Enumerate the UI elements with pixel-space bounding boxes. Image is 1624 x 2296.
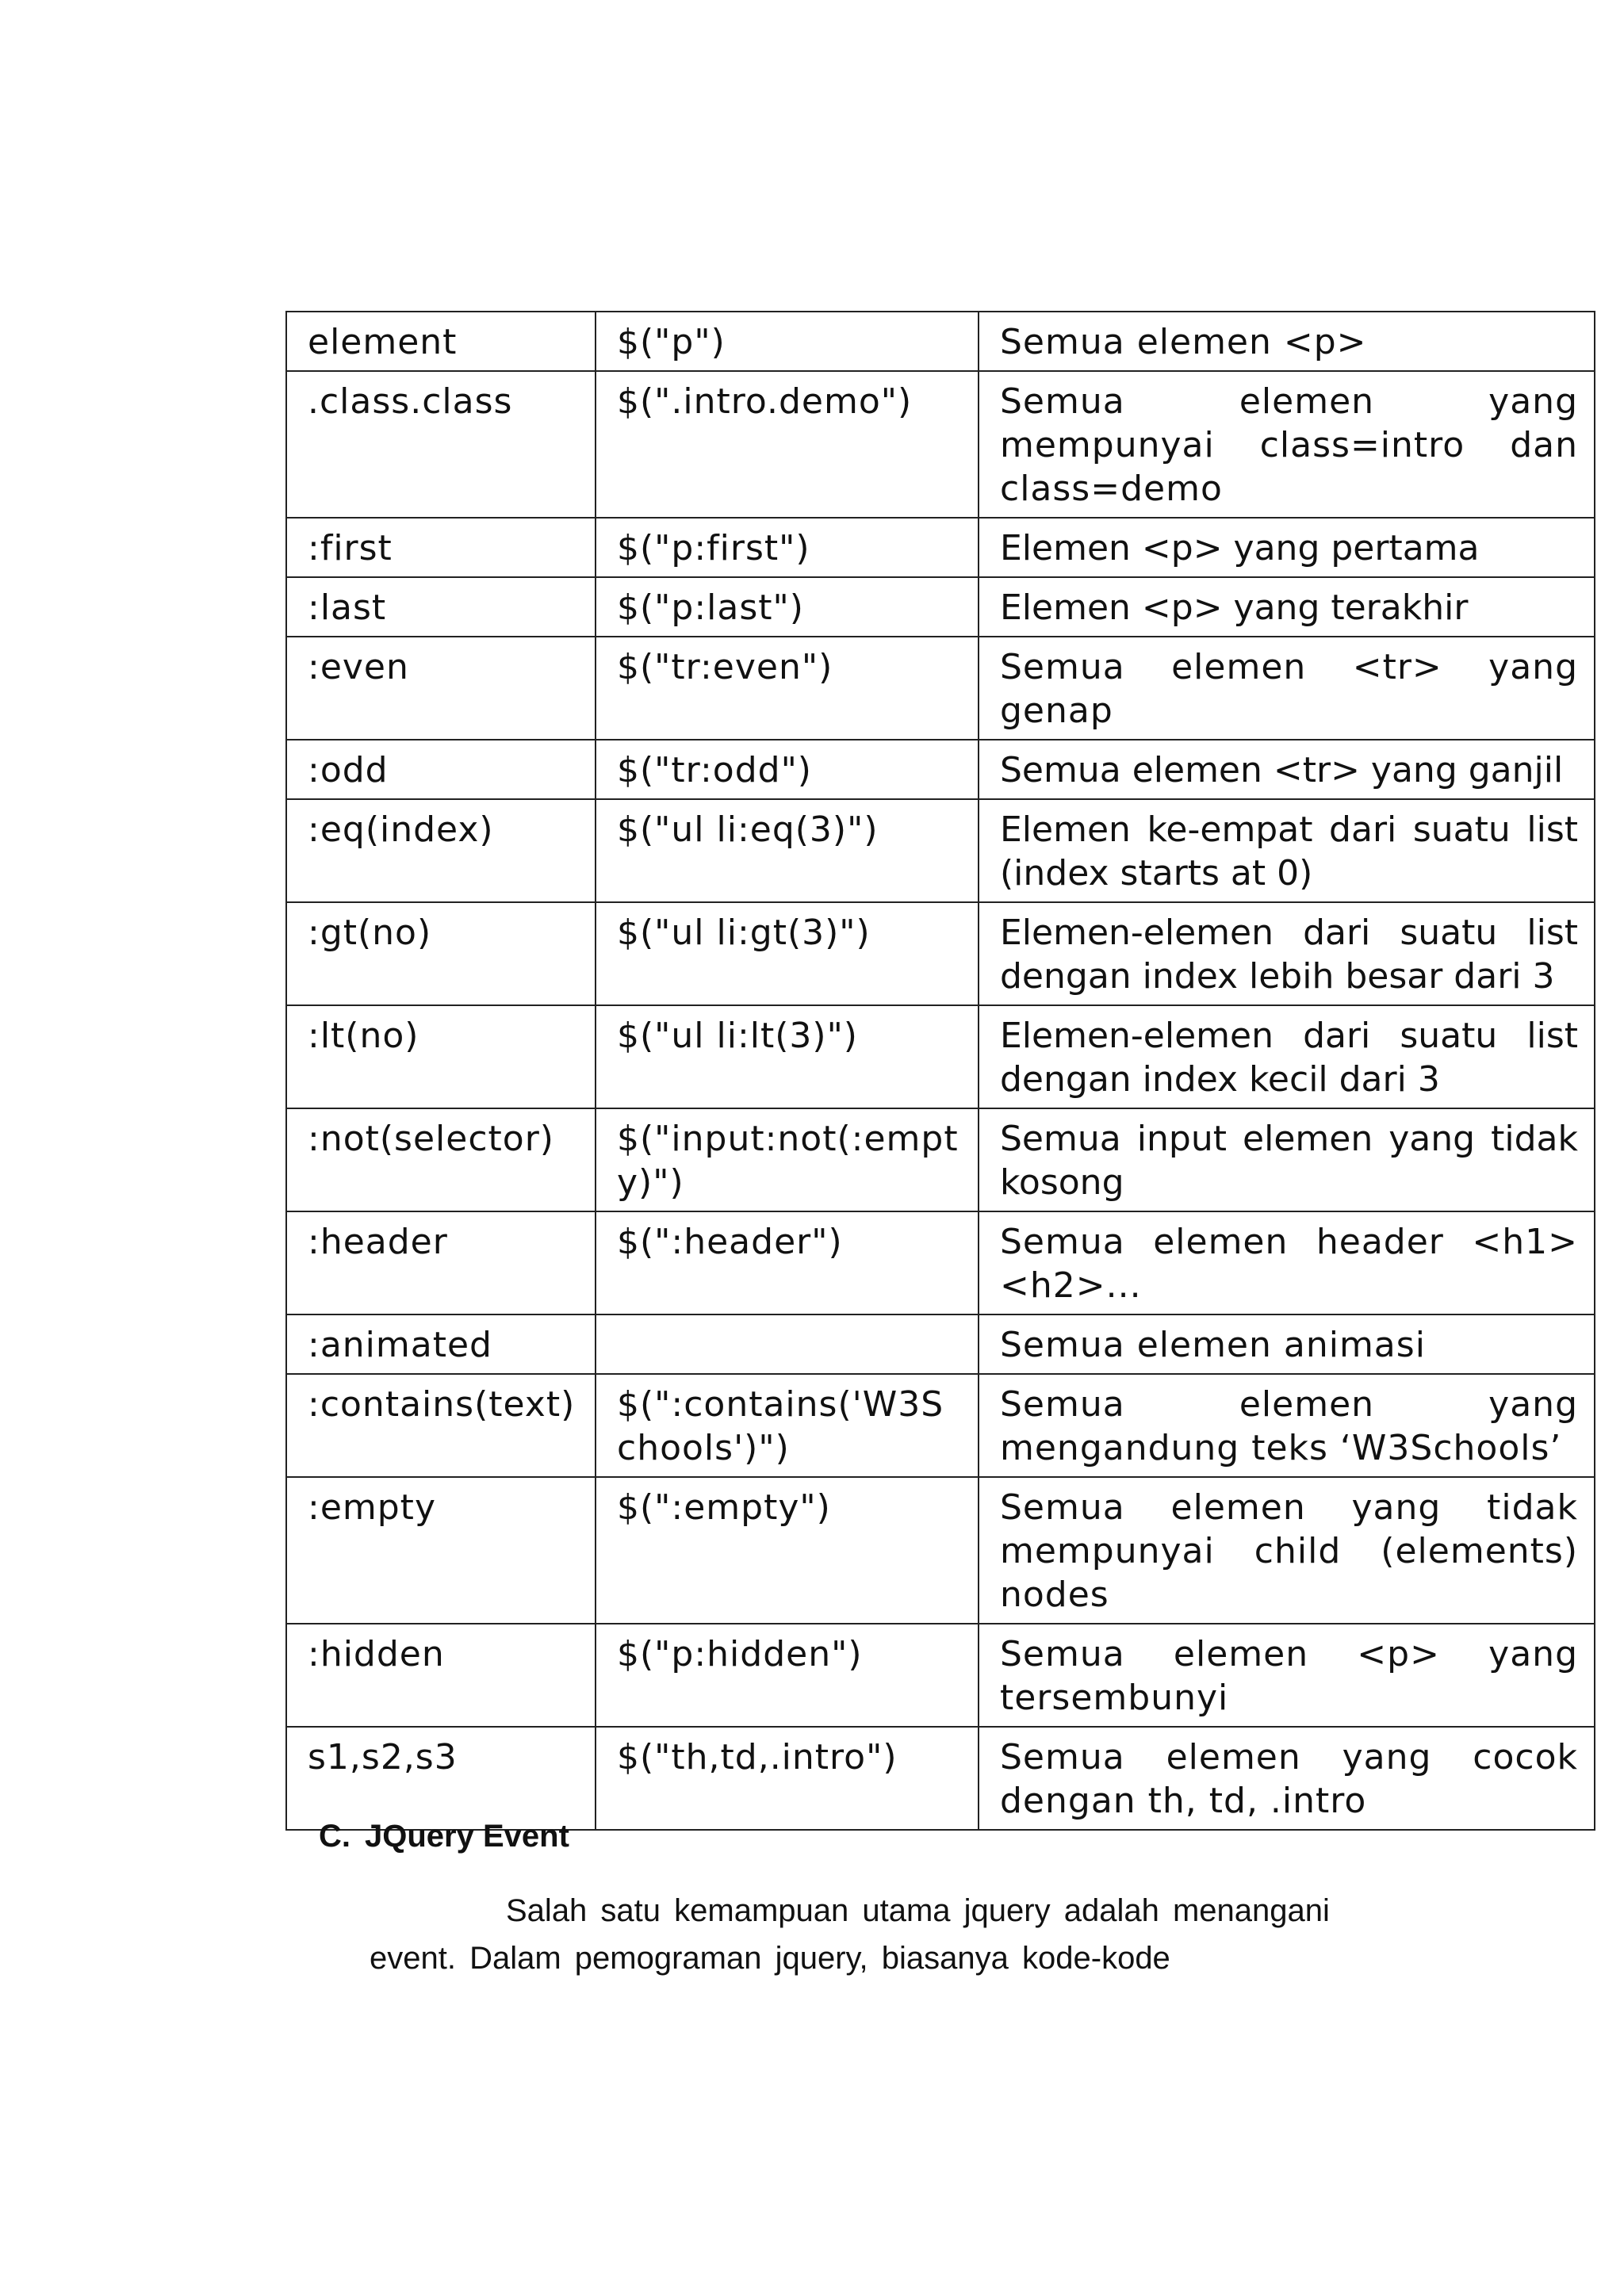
section-title: JQuery Event (365, 1819, 569, 1854)
table-row (286, 1314, 1595, 1374)
selector-cell: :not(selector) (286, 1108, 596, 1211)
selector-cell: :even (286, 637, 596, 740)
selector-cell: :lt(no) (286, 1005, 596, 1108)
table-row (286, 1005, 1595, 1108)
selector-cell: :empty (286, 1477, 596, 1624)
selector-cell: s1,s2,s3 (286, 1727, 596, 1830)
description-cell: Semua elemen animasi (979, 1314, 1595, 1374)
selector-table (285, 311, 1595, 1831)
description-cell: Semua elemen yang mengandung teks ‘W3Schools’ (979, 1374, 1595, 1477)
table-row (286, 312, 1595, 371)
selector-cell: :animated (286, 1314, 596, 1374)
section-letter: C. (319, 1819, 350, 1854)
example-cell: $("ul li:eq(3)") (596, 799, 979, 902)
paragraph-text: Salah satu kemampuan utama jquery adalah menangani event. Dalam pemograman jquery, biasanya kode-kode (370, 1893, 1330, 1976)
description-cell: Semua elemen <tr> yang genap (979, 637, 1595, 740)
table-row (286, 371, 1595, 518)
example-cell: $("th,td,.intro") (596, 1727, 979, 1830)
table-row (286, 799, 1595, 902)
description-cell: Elemen ke-empat dari suatu list (index starts at 0) (979, 799, 1595, 902)
example-cell: $("p:first") (596, 518, 979, 577)
example-cell: $("input:not(:empty)") (596, 1108, 979, 1211)
table-row (286, 577, 1595, 637)
example-cell: $("tr:even") (596, 637, 979, 740)
selector-cell: :contains(text) (286, 1374, 596, 1477)
selector-cell: .class.class (286, 371, 596, 518)
example-cell (596, 1314, 979, 1374)
example-cell: $(":empty") (596, 1477, 979, 1624)
selector-cell: :header (286, 1211, 596, 1314)
description-cell: Semua elemen header <h1><h2>... (979, 1211, 1595, 1314)
description-cell: Semua elemen <p> yang tersembunyi (979, 1624, 1595, 1727)
example-cell: $("ul li:gt(3)") (596, 902, 979, 1005)
table-row (286, 1374, 1595, 1477)
example-cell: $("ul li:lt(3)") (596, 1005, 979, 1108)
description-cell: Semua input elemen yang tidak kosong (979, 1108, 1595, 1211)
description-cell: Semua elemen yang tidak mempunyai child (elements) nodes (979, 1477, 1595, 1624)
table-row (286, 740, 1595, 799)
example-cell: $("p") (596, 312, 979, 371)
description-cell: Elemen-elemen dari suatu list dengan index lebih besar dari 3 (979, 902, 1595, 1005)
selector-cell: :odd (286, 740, 596, 799)
description-cell: Elemen <p> yang terakhir (979, 577, 1595, 637)
selector-cell: :first (286, 518, 596, 577)
selector-cell: :eq(index) (286, 799, 596, 902)
selector-cell: :last (286, 577, 596, 637)
table-row (286, 518, 1595, 577)
section-heading (319, 1816, 569, 1857)
table-row (286, 1727, 1595, 1830)
description-cell: Semua elemen <tr> yang ganjil (979, 740, 1595, 799)
example-cell: $("p:hidden") (596, 1624, 979, 1727)
table-row (286, 1624, 1595, 1727)
selector-cell: element (286, 312, 596, 371)
selector-cell: :gt(no) (286, 902, 596, 1005)
body-paragraph (370, 1887, 1369, 1982)
table-row (286, 902, 1595, 1005)
selector-cell: :hidden (286, 1624, 596, 1727)
table-row (286, 637, 1595, 740)
example-cell: $("p:last") (596, 577, 979, 637)
example-cell: $(".intro.demo") (596, 371, 979, 518)
table-row (286, 1211, 1595, 1314)
table-row (286, 1477, 1595, 1624)
description-cell: Semua elemen yang mempunyai class=intro dan class=demo (979, 371, 1595, 518)
description-cell: Elemen <p> yang pertama (979, 518, 1595, 577)
description-cell: Semua elemen <p> (979, 312, 1595, 371)
example-cell: $("tr:odd") (596, 740, 979, 799)
table-row (286, 1108, 1595, 1211)
example-cell: $(":contains('W3Schools')") (596, 1374, 979, 1477)
description-cell: Elemen-elemen dari suatu list dengan index kecil dari 3 (979, 1005, 1595, 1108)
example-cell: $(":header") (596, 1211, 979, 1314)
description-cell: Semua elemen yang cocok dengan th, td, .intro (979, 1727, 1595, 1830)
